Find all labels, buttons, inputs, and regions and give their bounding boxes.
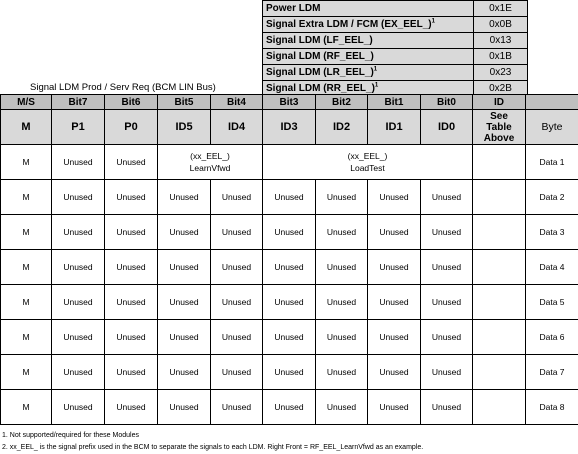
signal-frame-table: [0, 94, 578, 425]
header-empty: [526, 95, 578, 110]
data-row-3: [1, 215, 578, 250]
field-id1: ID1: [368, 110, 421, 145]
data-row-4: [1, 250, 578, 285]
cell-bit3: Unused: [263, 285, 316, 320]
table-caption: Signal LDM Prod / Serv Req (BCM LIN Bus): [30, 82, 216, 93]
cell-bit0: Unused: [421, 320, 473, 355]
id-label: Signal LDM (RR_EEL_)$^1$: [263, 81, 474, 97]
id-label: Power LDM: [263, 1, 474, 17]
cell-bit5: Unused: [158, 180, 211, 215]
id-value: 0x1B: [474, 49, 528, 65]
cell-bit0: Unused: [421, 285, 473, 320]
cell-bit6: Unused: [105, 145, 158, 180]
cell-bit2: Unused: [316, 390, 368, 425]
data-row-6: [1, 320, 578, 355]
cell-bit0: Unused: [421, 215, 473, 250]
id-table-row: [263, 65, 528, 81]
id-label: Signal LDM (LR_EEL_)$^1$: [263, 65, 474, 81]
id-value: 0x0B: [474, 17, 528, 33]
header-bit4: Bit4: [211, 95, 263, 110]
cell-bit4: Unused: [211, 285, 263, 320]
footnotes: [2, 430, 423, 454]
cell-bit1: Unused: [368, 355, 421, 390]
data-row-7: [1, 355, 578, 390]
cell-ms: M: [1, 390, 52, 425]
cell-bit1: Unused: [368, 285, 421, 320]
ldm-id-table: [262, 0, 528, 97]
cell-bit2: Unused: [316, 180, 368, 215]
cell-id: [473, 215, 526, 250]
cell-bit7: Unused: [52, 145, 105, 180]
cell-bit7: Unused: [52, 215, 105, 250]
cell-byte: Data 5: [526, 285, 578, 320]
cell-byte: Data 1: [526, 145, 578, 180]
cell-id: [473, 355, 526, 390]
cell-bit7: Unused: [52, 390, 105, 425]
header-ms: M/S: [1, 95, 52, 110]
cell-bit3: Unused: [263, 355, 316, 390]
data-row-2: [1, 180, 578, 215]
cell-bit4: Unused: [211, 250, 263, 285]
id-table-row: [263, 33, 528, 49]
cell-bit7: Unused: [52, 285, 105, 320]
id-value: 0x13: [474, 33, 528, 49]
cell-bit5: Unused: [158, 250, 211, 285]
cell-bit6: Unused: [105, 355, 158, 390]
cell-ms: M: [1, 250, 52, 285]
field-id0: ID0: [421, 110, 473, 145]
cell-bit5: Unused: [158, 285, 211, 320]
cell-byte: Data 6: [526, 320, 578, 355]
field-ms: M: [1, 110, 52, 145]
cell-id: [473, 320, 526, 355]
field-id4: ID4: [211, 110, 263, 145]
see-table-above: See Table Above: [473, 110, 526, 145]
id-table-row: [263, 1, 528, 17]
cell-ms: M: [1, 180, 52, 215]
cell-ms: M: [1, 215, 52, 250]
cell-ms: M: [1, 355, 52, 390]
cell-bit6: Unused: [105, 285, 158, 320]
cell-id: [473, 145, 526, 180]
cell-ms: M: [1, 320, 52, 355]
cell-bit2: Unused: [316, 320, 368, 355]
cell-byte: Data 8: [526, 390, 578, 425]
cell-bit1: Unused: [368, 250, 421, 285]
field-id5: ID5: [158, 110, 211, 145]
cell-bit7: Unused: [52, 320, 105, 355]
load-test-signal: (xx_EEL_) LoadTest: [263, 145, 473, 180]
cell-bit6: Unused: [105, 215, 158, 250]
data-row-8: [1, 390, 578, 425]
cell-bit3: Unused: [263, 250, 316, 285]
cell-bit4: Unused: [211, 215, 263, 250]
cell-ms: M: [1, 285, 52, 320]
footnote-2: 2. xx_EEL_ is the signal prefix used in the BCM to separate the signals to each LDM. Right Front = RF_EEL_LearnVfwd as an example.: [2, 442, 423, 454]
header-bit6: Bit6: [105, 95, 158, 110]
cell-bit3: Unused: [263, 320, 316, 355]
cell-id: [473, 285, 526, 320]
cell-bit2: Unused: [316, 250, 368, 285]
cell-byte: Data 7: [526, 355, 578, 390]
cell-bit1: Unused: [368, 390, 421, 425]
cell-bit4: Unused: [211, 320, 263, 355]
cell-byte: Data 2: [526, 180, 578, 215]
header-bit1: Bit1: [368, 95, 421, 110]
cell-ms: M: [1, 145, 52, 180]
cell-bit4: Unused: [211, 180, 263, 215]
header-bit7: Bit7: [52, 95, 105, 110]
data-row-5: [1, 285, 578, 320]
cell-id: [473, 390, 526, 425]
cell-bit3: Unused: [263, 390, 316, 425]
cell-bit6: Unused: [105, 390, 158, 425]
id-label: Signal LDM (LF_EEL_): [263, 33, 474, 49]
cell-bit0: Unused: [421, 180, 473, 215]
cell-bit2: Unused: [316, 215, 368, 250]
cell-bit4: Unused: [211, 390, 263, 425]
id-value: 0x1E: [474, 1, 528, 17]
cell-bit0: Unused: [421, 355, 473, 390]
cell-byte: Data 4: [526, 250, 578, 285]
cell-bit1: Unused: [368, 215, 421, 250]
cell-bit5: Unused: [158, 355, 211, 390]
cell-bit1: Unused: [368, 320, 421, 355]
header-id: ID: [473, 95, 526, 110]
header-bit3: Bit3: [263, 95, 316, 110]
cell-bit5: Unused: [158, 390, 211, 425]
header-bit0: Bit0: [421, 95, 473, 110]
cell-bit6: Unused: [105, 250, 158, 285]
cell-bit7: Unused: [52, 250, 105, 285]
header-row-bits: [1, 95, 578, 110]
cell-bit1: Unused: [368, 180, 421, 215]
cell-id: [473, 250, 526, 285]
field-p0: P0: [105, 110, 158, 145]
id-label: Signal Extra LDM / FCM (EX_EEL_)$^1$: [263, 17, 474, 33]
cell-byte: Data 3: [526, 215, 578, 250]
id-value: 0x23: [474, 65, 528, 81]
field-id3: ID3: [263, 110, 316, 145]
cell-bit0: Unused: [421, 390, 473, 425]
cell-bit4: Unused: [211, 355, 263, 390]
cell-bit7: Unused: [52, 180, 105, 215]
cell-bit7: Unused: [52, 355, 105, 390]
cell-bit2: Unused: [316, 285, 368, 320]
header-row-fields: [1, 110, 578, 145]
id-table-row: [263, 49, 528, 65]
header-bit2: Bit2: [316, 95, 368, 110]
cell-bit0: Unused: [421, 250, 473, 285]
field-p1: P1: [52, 110, 105, 145]
footnote-1: 1. Not supported/required for these Modules: [2, 430, 423, 442]
header-bit5: Bit5: [158, 95, 211, 110]
cell-id: [473, 180, 526, 215]
id-value: 0x2B: [474, 81, 528, 97]
cell-bit6: Unused: [105, 320, 158, 355]
id-table-row: [263, 17, 528, 33]
field-id2: ID2: [316, 110, 368, 145]
cell-bit5: Unused: [158, 215, 211, 250]
id-label: Signal LDM (RF_EEL_): [263, 49, 474, 65]
cell-bit3: Unused: [263, 215, 316, 250]
field-byte: Byte: [526, 110, 578, 145]
cell-bit2: Unused: [316, 355, 368, 390]
cell-bit3: Unused: [263, 180, 316, 215]
cell-bit6: Unused: [105, 180, 158, 215]
learn-vfwd-signal: (xx_EEL_) LearnVfwd: [158, 145, 263, 180]
data-row-1: [1, 145, 578, 180]
cell-bit5: Unused: [158, 320, 211, 355]
